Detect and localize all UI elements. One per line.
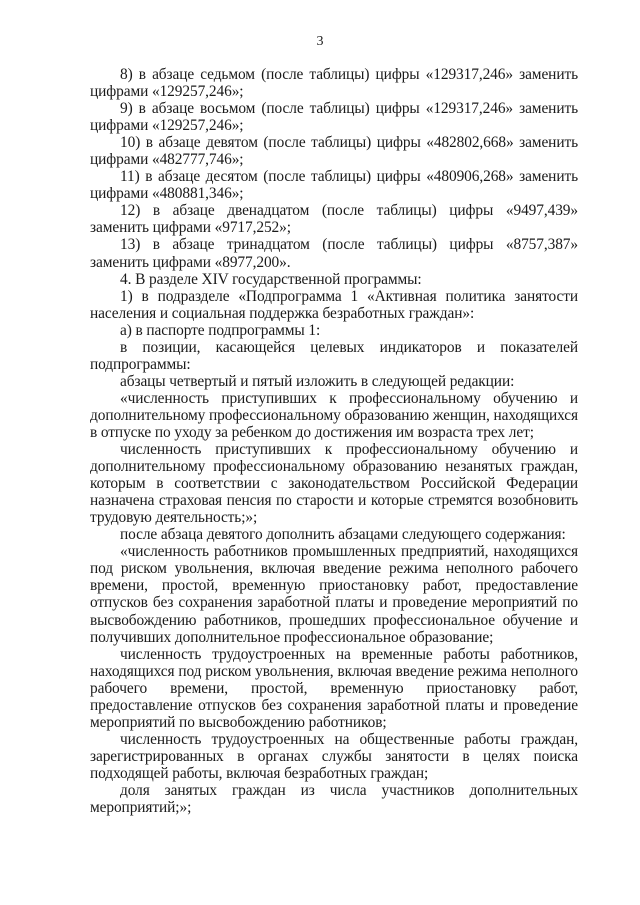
paragraph: численность приступивших к профессиональному обучению и дополнительному профессиональному образованию незанятых граждан, которым в соответствии с законодательством Российской Федерации назначена страховая пенсия по старости и которые стремятся возобновить трудовую деятельность;»; — [90, 441, 578, 527]
paragraph: 13) в абзаце тринадцатом (после таблицы) цифры «8757,387» заменить цифрами «8977,200». — [90, 236, 578, 271]
paragraph: «численность работников промышленных предприятий, находящихся под риском увольнения, включая введение режима неполного рабочего времени, простой, временную приостановку работ, предоставление отпусков без сохранения заработной платы и проведение мероприятий по высвобождению работников, прошедших профессиональное обучение и получивших дополнительное профессиональное образование; — [90, 543, 578, 646]
paragraph: численность трудоустроенных на общественные работы граждан, зарегистрированных в органах службы занятости в целях поиска подходящей работы, включая безработных граждан; — [90, 730, 578, 782]
paragraph: доля занятых граждан из числа участников дополнительных мероприятий;»; — [90, 781, 578, 817]
paragraph: 10) в абзаце девятом (после таблицы) цифры «482802,668» заменить цифрами «482777,746»; — [90, 134, 578, 169]
paragraph: 1) в подразделе «Подпрограмма 1 «Активная политика занятости населения и социальная поддержка безработных граждан»: — [90, 287, 578, 322]
page-number: 3 — [316, 34, 324, 49]
paragraph: 12) в абзаце двенадцатом (после таблицы) цифры «9497,439» заменить цифрами «9717,252»; — [90, 202, 578, 237]
paragraph: 8) в абзаце седьмом (после таблицы) цифры «129317,246» заменить цифрами «129257,246»; — [90, 66, 578, 101]
document-body — [90, 66, 578, 816]
paragraph: в позиции, касающейся целевых индикаторов и показателей подпрограммы: — [90, 338, 578, 373]
section-heading: 4. В разделе XIV государственной программы: — [120, 270, 422, 288]
paragraph: 9) в абзаце восьмом (после таблицы) цифры «129317,246» заменить цифрами «129257,246»; — [90, 100, 578, 135]
paragraph: «численность приступивших к профессиональному обучению и дополнительному профессиональному образованию женщин, находящихся в отпуске по уходу за ребенком до достижения им возраста трех лет; — [90, 389, 578, 441]
paragraph: абзацы четвертый и пятый изложить в следующей редакции: — [120, 372, 515, 390]
paragraph: а) в паспорте подпрограммы 1: — [120, 321, 321, 339]
paragraph: численность трудоустроенных на временные работы работников, находящихся под риском увольнения, включая введение режима неполного рабочего времени, простой, временную приостановку работ, предоставление отпусков без сохранения заработной платы и проведение мероприятий по высвобождению работников; — [90, 645, 578, 731]
paragraph: после абзаца девятого дополнить абзацами следующего содержания: — [120, 526, 566, 544]
paragraph: 11) в абзаце десятом (после таблицы) цифры «480906,268» заменить цифрами «480881,346»; — [90, 168, 578, 203]
